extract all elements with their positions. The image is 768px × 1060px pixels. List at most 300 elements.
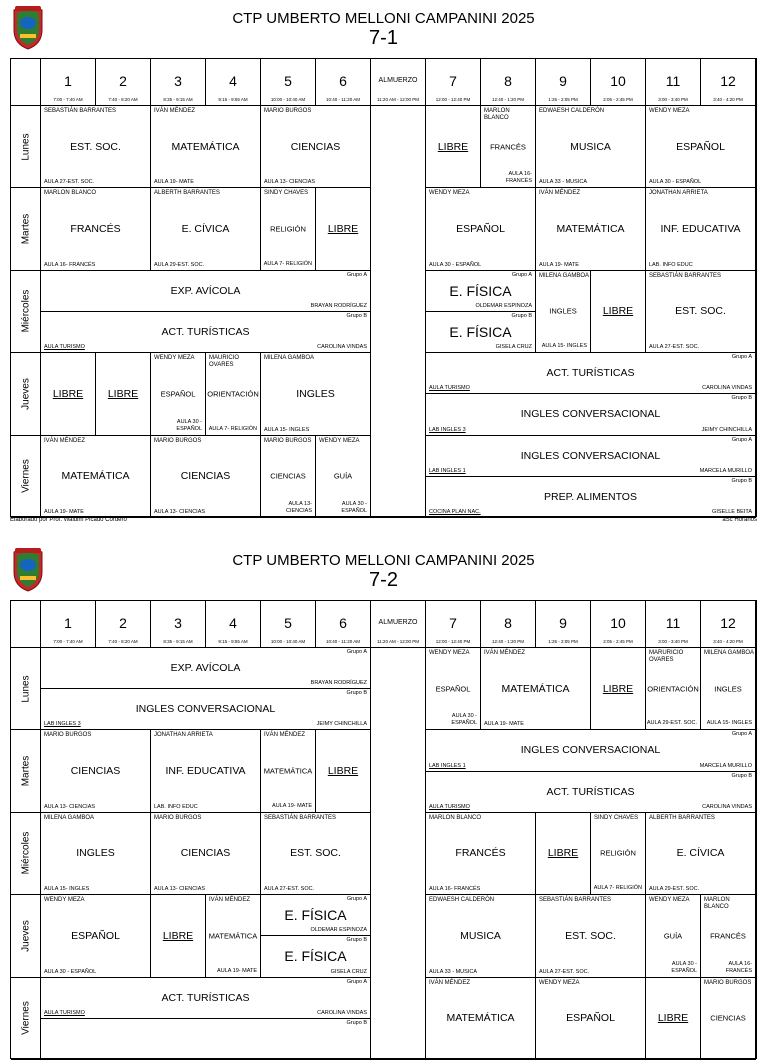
day-label-cell xyxy=(11,730,41,812)
room-label: AULA 19- MATE xyxy=(154,179,194,186)
subject-name: INGLES xyxy=(549,306,577,316)
subject-name: MATEMÁTICA xyxy=(556,223,625,236)
lesson-cell xyxy=(261,936,371,977)
teacher-name: MARURICIO OVARES xyxy=(649,650,684,663)
lesson-cell xyxy=(646,188,756,270)
subject-name: MATEMÁTICA xyxy=(263,766,313,776)
subject-name: LIBRE xyxy=(602,682,634,695)
subject-name: FRANCÉS xyxy=(70,223,121,236)
teacher-name: MARIO BURGOS xyxy=(44,732,92,739)
room-label: AULA 33 - MUSICA xyxy=(539,179,587,186)
period-time: 9:15 - 9:55 AM xyxy=(218,97,248,102)
lesson-cell xyxy=(426,271,536,312)
subject-name: ORIENTACIÓN xyxy=(207,389,259,399)
room-label: LAB. INFO EDUC xyxy=(649,261,693,268)
lesson-cell xyxy=(646,895,701,977)
room-label: LAB INGLES 1 xyxy=(429,762,466,769)
group-label: Grupo B xyxy=(731,477,752,484)
subject-name: INGLES CONVERSACIONAL xyxy=(135,703,276,716)
period-number: 1 xyxy=(64,615,72,631)
period-number: 12 xyxy=(720,73,736,89)
subject-name: RELIGIÓN xyxy=(270,224,306,234)
lesson-cell xyxy=(481,648,591,730)
timetable-grid xyxy=(10,58,757,517)
lesson-cell xyxy=(151,813,261,895)
teacher-name: IVÁN MÉNDEZ xyxy=(264,732,306,739)
day-label: Viernes xyxy=(20,1001,31,1036)
group-label: Grupo A xyxy=(346,271,367,278)
period-time: 10:40 - 11:20 AM xyxy=(326,97,360,102)
subject-name: E. CÍVICA xyxy=(676,847,725,860)
subject-name: E. FÍSICA xyxy=(284,948,347,965)
subject-name: EXP. AVÍCOLA xyxy=(170,284,241,297)
corner-cell xyxy=(11,601,41,648)
room-label: AULA 30 - ESPAÑOL xyxy=(341,500,367,514)
free-period-cell xyxy=(536,813,591,895)
teacher-name: MARLON BLANCO xyxy=(484,108,510,121)
lesson-cell xyxy=(151,353,206,435)
period-time: 1:25 - 2:05 PM xyxy=(548,639,578,644)
period-time: 3:00 - 3:40 PM xyxy=(658,97,688,102)
period-number: 9 xyxy=(559,615,567,631)
schedule-section xyxy=(10,4,757,523)
room-label: AULA 30 - ESPAÑOL xyxy=(451,713,477,727)
room-label: AULA 30 - ESPAÑOL xyxy=(176,418,202,432)
subject-name: LIBRE xyxy=(52,387,84,400)
room-label: AULA 27-EST. SOC. xyxy=(649,344,700,351)
teacher-name: WENDY MEZA xyxy=(429,650,470,656)
lesson-cell xyxy=(261,353,371,435)
room-label: AULA 19- MATE xyxy=(484,721,524,728)
group-label: Grupo B xyxy=(346,1019,367,1026)
room-label: AULA 19- MATE xyxy=(272,802,312,809)
teacher-name: JEIMY CHINCHILLA xyxy=(316,721,367,728)
period-time: 7:00 - 7:40 AM xyxy=(53,97,83,102)
room-label: AULA 29-EST. SOC. xyxy=(154,261,205,268)
lesson-cell xyxy=(261,188,316,270)
lesson-cell xyxy=(41,730,151,812)
subject-name: CIENCIAS xyxy=(180,470,231,483)
period-header xyxy=(426,59,481,106)
subject-name: GUÍA xyxy=(663,931,683,941)
teacher-name: BRAYAN RODRÍGUEZ xyxy=(310,680,367,687)
subject-name: GUÍA xyxy=(333,471,353,481)
group-label: Grupo B xyxy=(346,690,367,697)
lesson-cell xyxy=(41,895,151,977)
period-header xyxy=(591,59,646,106)
period-header xyxy=(96,601,151,648)
subject-name: CIENCIAS xyxy=(290,140,341,153)
corner-cell xyxy=(11,59,41,106)
lesson-cell xyxy=(536,978,646,1060)
lesson-cell xyxy=(426,813,536,895)
period-number: 2 xyxy=(119,615,127,631)
room-label: LAB. INFO EDUC xyxy=(154,803,198,810)
teacher-name: GISELA CRUZ xyxy=(495,344,532,351)
subject-name: ESPAÑOL xyxy=(566,1012,615,1025)
period-header xyxy=(481,59,536,106)
lesson-cell xyxy=(426,436,756,477)
subject-name: LIBRE xyxy=(107,387,139,400)
group-label: Grupo B xyxy=(346,313,367,319)
day-label-cell xyxy=(11,895,41,977)
day-label: Jueves xyxy=(20,378,31,410)
subject-name: INGLES xyxy=(296,387,335,400)
teacher-name: SEBASTIÁN BARRANTES xyxy=(44,108,117,114)
room-label: AULA 16- FRANCÉS xyxy=(429,886,481,893)
day-label-cell xyxy=(11,353,41,435)
period-time: 8:35 - 9:15 AM xyxy=(163,97,193,102)
subject-name: FRANCÉS xyxy=(455,847,506,860)
period-time: 12:40 - 1:20 PM xyxy=(491,639,525,644)
subject-name: FRANCÉS xyxy=(710,931,746,941)
teacher-name: EDWAESH CALDERÓN xyxy=(429,897,495,904)
room-label: AULA 19- MATE xyxy=(539,261,579,268)
room-label: AULA 30 - ESPAÑOL xyxy=(429,261,482,268)
period-time: 8:35 - 9:15 AM xyxy=(163,639,193,644)
lesson-cell xyxy=(151,436,261,518)
period-header xyxy=(646,59,701,106)
day-label: Viernes xyxy=(20,459,31,494)
day-label-cell xyxy=(11,978,41,1060)
period-number: 9 xyxy=(559,73,567,89)
lunch-column xyxy=(371,106,426,518)
group-label: Grupo B xyxy=(346,937,367,944)
teacher-name: IVÁN MÉNDEZ xyxy=(44,437,86,444)
room-label: AULA 13- CIENCIAS xyxy=(154,886,206,893)
teacher-name: MARCELA MURILLO xyxy=(699,467,752,474)
period-header xyxy=(701,59,756,106)
teacher-name: JONATHAN ARRIETA xyxy=(154,732,213,739)
subject-name: MATEMÁTICA xyxy=(208,931,258,941)
teacher-name: JEIMY CHINCHILLA xyxy=(701,426,752,433)
period-time: 10:40 - 11:20 AM xyxy=(326,639,360,644)
subject-name: ORIENTACIÓN xyxy=(647,684,699,694)
lesson-cell xyxy=(536,106,646,188)
subject-name: INGLES CONVERSACIONAL xyxy=(520,449,661,462)
subject-name: ACT. TURÍSTICAS xyxy=(161,991,250,1004)
free-period-cell xyxy=(41,353,96,435)
subject-name: CIENCIAS xyxy=(710,1013,746,1023)
room-label: AULA TURISMO xyxy=(44,1009,85,1016)
group-label: Grupo B xyxy=(731,772,752,779)
lesson-cell xyxy=(41,106,151,188)
subject-name: LIBRE xyxy=(547,847,579,860)
group-label: Grupo B xyxy=(731,395,752,402)
lesson-cell xyxy=(536,188,646,270)
subject-name: LIBRE xyxy=(162,929,194,942)
day-label: Jueves xyxy=(20,920,31,952)
teacher-name: MILENA GAMBOA xyxy=(704,650,755,656)
period-time: 3:00 - 3:40 PM xyxy=(658,639,688,644)
teacher-name: CAROLINA VINDAS xyxy=(317,344,367,351)
period-header xyxy=(96,59,151,106)
lesson-cell xyxy=(426,648,481,730)
room-label: AULA TURISMO xyxy=(44,344,85,351)
teacher-name: WENDY MEZA xyxy=(319,437,360,444)
room-label: AULA 30 - ESPAÑOL xyxy=(671,960,697,974)
group-title: 7-2 xyxy=(369,569,398,591)
timetable-grid xyxy=(10,600,757,1059)
subject-name: FRANCÉS xyxy=(490,142,526,152)
period-number: 8 xyxy=(504,73,512,89)
lesson-cell xyxy=(426,730,756,771)
room-label: AULA 29-EST. SOC. xyxy=(649,886,700,893)
group-title: 7-1 xyxy=(369,27,398,49)
subject-name: RELIGIÓN xyxy=(600,848,636,858)
schedule-section xyxy=(10,546,757,1059)
room-label: AULA 13- CIENCIAS xyxy=(44,803,96,810)
group-label: Grupo A xyxy=(731,731,752,738)
author-credit: Elaborado por Prof. Waldim Picado Cordero xyxy=(10,517,127,523)
subject-name: EST. SOC. xyxy=(565,929,616,942)
group-label: Grupo A xyxy=(731,436,752,443)
period-number: 5 xyxy=(284,615,292,631)
room-label: AULA 13- CIENCIAS xyxy=(154,508,206,515)
schedule-header xyxy=(10,546,757,600)
subject-name: E. FÍSICA xyxy=(449,324,512,341)
lesson-cell xyxy=(701,895,756,977)
teacher-name: IVÁN MÉNDEZ xyxy=(539,190,581,197)
subject-name: ACT. TURÍSTICAS xyxy=(161,326,250,339)
period-time: 2:05 - 2:45 PM xyxy=(603,97,633,102)
free-period-cell xyxy=(316,188,371,270)
day-label: Martes xyxy=(20,213,31,245)
teacher-name: CAROLINA VINDAS xyxy=(317,1009,367,1016)
teacher-name: MARIO BURGOS xyxy=(154,814,202,821)
lunch-header xyxy=(371,59,426,106)
room-label: AULA 19- MATE xyxy=(44,508,84,515)
teacher-name: ALBERTH BARRANTES xyxy=(154,190,220,197)
teacher-name: GISELA CRUZ xyxy=(330,968,367,975)
period-time: 12:40 - 1:20 PM xyxy=(491,97,525,102)
period-header xyxy=(206,59,261,106)
period-number: 10 xyxy=(610,73,626,89)
group-label: Grupo B xyxy=(511,313,532,319)
period-header xyxy=(261,601,316,648)
lunch-column xyxy=(371,648,426,1060)
period-header xyxy=(591,601,646,648)
period-number: 3 xyxy=(174,615,182,631)
lunch-label: ALMUERZO xyxy=(378,619,418,626)
footer xyxy=(10,517,757,525)
lesson-cell xyxy=(261,813,371,895)
subject-name: EXP. AVÍCOLA xyxy=(170,662,241,675)
lesson-cell xyxy=(41,271,371,312)
room-label: LAB INGLES 3 xyxy=(429,426,466,433)
day-label: Miércoles xyxy=(20,832,31,875)
lesson-cell xyxy=(426,978,536,1060)
period-header xyxy=(41,59,96,106)
subject-name: INGLES xyxy=(714,684,742,694)
lesson-cell xyxy=(536,271,591,353)
period-header xyxy=(316,59,371,106)
teacher-name: SEBASTIÁN BARRANTES xyxy=(264,814,337,821)
teacher-name: EDWAESH CALDERÓN xyxy=(539,108,605,114)
room-label: AULA TURISMO xyxy=(429,385,470,392)
subject-name: EST. SOC. xyxy=(70,140,121,153)
period-header xyxy=(206,601,261,648)
lesson-cell xyxy=(261,436,316,518)
teacher-name: MARLON BLANCO xyxy=(429,814,482,821)
subject-name: MUSICA xyxy=(570,140,611,153)
period-header xyxy=(481,601,536,648)
lesson-cell xyxy=(151,188,261,270)
room-label: AULA 30 - ESPAÑOL xyxy=(649,179,702,186)
subject-name: CIENCIAS xyxy=(270,471,306,481)
day-label-cell xyxy=(11,648,41,730)
subject-name: CIENCIAS xyxy=(70,765,121,778)
day-label-cell xyxy=(11,813,41,895)
period-number: 6 xyxy=(339,615,347,631)
lesson-cell xyxy=(426,312,536,353)
teacher-name: MARIO BURGOS xyxy=(704,979,752,986)
period-time: 2:05 - 2:45 PM xyxy=(603,639,633,644)
lunch-label: ALMUERZO xyxy=(378,77,418,84)
lesson-cell xyxy=(701,648,756,730)
subject-name: LIBRE xyxy=(437,140,469,153)
teacher-name: MARIO BURGOS xyxy=(264,108,312,114)
lesson-cell xyxy=(261,730,316,812)
period-header xyxy=(536,59,591,106)
lesson-cell xyxy=(646,271,756,353)
subject-name: INF. EDUCATIVA xyxy=(660,223,741,236)
room-label: LAB INGLES 1 xyxy=(429,467,466,474)
schedule-header xyxy=(10,4,757,58)
period-number: 10 xyxy=(610,615,626,631)
subject-name: MUSICA xyxy=(460,929,501,942)
period-time: 12:00 - 12:40 PM xyxy=(435,97,471,102)
lesson-cell xyxy=(41,689,371,730)
teacher-name: JONATHAN ARRIETA xyxy=(649,190,708,197)
teacher-name: MARLON BLANCO xyxy=(704,897,730,911)
school-title: CTP UMBERTO MELLONI CAMPANINI 2025 xyxy=(232,552,535,569)
subject-name: ESPAÑOL xyxy=(71,929,120,942)
period-header xyxy=(41,601,96,648)
day-label: Miércoles xyxy=(20,290,31,333)
lesson-cell xyxy=(41,312,371,353)
day-label-cell xyxy=(11,106,41,188)
subject-name: INGLES CONVERSACIONAL xyxy=(520,744,661,757)
group-label: Grupo A xyxy=(346,978,367,985)
period-header xyxy=(536,601,591,648)
period-number: 7 xyxy=(449,615,457,631)
period-time: 10:00 - 10:40 AM xyxy=(270,97,306,102)
room-label: AULA 15- INGLES xyxy=(541,343,587,350)
period-number: 11 xyxy=(665,615,681,631)
lunch-header xyxy=(371,601,426,648)
lesson-cell xyxy=(646,648,701,730)
period-time: 7:40 - 8:20 AM xyxy=(108,97,138,102)
teacher-name: MARIO BURGOS xyxy=(264,437,312,444)
day-label-cell xyxy=(11,188,41,270)
lesson-cell xyxy=(426,477,756,518)
lesson-cell xyxy=(701,978,756,1060)
subject-name: EST. SOC. xyxy=(290,847,341,860)
lesson-cell xyxy=(41,813,151,895)
room-label: LAB INGLES 3 xyxy=(44,721,81,728)
room-label: AULA 19- MATE xyxy=(217,967,257,974)
lesson-cell xyxy=(206,353,261,435)
subject-name: MATEMÁTICA xyxy=(501,682,570,695)
free-period-cell xyxy=(151,895,206,977)
day-label: Lunes xyxy=(20,675,31,703)
lesson-cell xyxy=(481,106,536,188)
period-time: 11:20 AM - 12:00 PM xyxy=(377,639,419,644)
subject-name: E. CÍVICA xyxy=(181,223,230,236)
lesson-cell xyxy=(261,106,371,188)
teacher-name: MARIO BURGOS xyxy=(154,437,202,444)
subject-name: INGLES CONVERSACIONAL xyxy=(520,408,661,421)
teacher-name: MILENA GAMBOA xyxy=(264,355,315,362)
lesson-cell xyxy=(646,813,756,895)
room-label: AULA 15- INGLES xyxy=(706,720,752,727)
subject-name: ESPAÑOL xyxy=(160,389,196,399)
teacher-name: OLDEMAR ESPINOZA xyxy=(310,927,367,934)
teacher-name: IVÁN MÉNDEZ xyxy=(429,979,471,986)
subject-name: ESPAÑOL xyxy=(676,140,725,153)
room-label: COCINA PLAN NAC. xyxy=(429,508,481,515)
period-time: 10:00 - 10:40 AM xyxy=(270,639,306,644)
free-period-cell xyxy=(646,978,701,1060)
free-period-cell xyxy=(591,648,646,730)
teacher-name: OLDEMAR ESPINOZA xyxy=(475,302,532,309)
room-label: AULA 15- INGLES xyxy=(44,886,90,893)
room-label: AULA 27-EST. SOC. xyxy=(539,968,590,975)
room-label: AULA 15- INGLES xyxy=(264,426,310,433)
day-label: Lunes xyxy=(20,133,31,161)
day-label-cell xyxy=(11,271,41,353)
lesson-cell xyxy=(426,353,756,394)
subject-name: INGLES xyxy=(76,847,115,860)
teacher-name: GISELLE BEITA xyxy=(712,508,752,515)
period-time: 12:00 - 12:40 PM xyxy=(435,639,471,644)
subject-name: E. FÍSICA xyxy=(284,907,347,924)
day-label-cell xyxy=(11,436,41,518)
period-header xyxy=(426,601,481,648)
teacher-name: WENDY MEZA xyxy=(649,897,690,904)
lesson-cell xyxy=(41,648,371,689)
period-time: 7:40 - 8:20 AM xyxy=(108,639,138,644)
teacher-name: IVÁN MÉNDEZ xyxy=(484,650,526,656)
lesson-cell xyxy=(206,895,261,977)
period-number: 2 xyxy=(119,73,127,89)
period-number: 8 xyxy=(504,615,512,631)
lesson-cell xyxy=(426,772,756,813)
room-label: AULA 13- CIENCIAS xyxy=(286,500,312,514)
subject-name: CIENCIAS xyxy=(180,847,231,860)
period-number: 5 xyxy=(284,73,292,89)
room-label: AULA 16- FRANCÉS xyxy=(44,261,96,268)
subject-name: ESPAÑOL xyxy=(456,223,505,236)
lesson-cell xyxy=(151,106,261,188)
teacher-name: IVÁN MÉNDEZ xyxy=(154,108,196,114)
teacher-name: IVÁN MÉNDEZ xyxy=(209,897,251,904)
lesson-cell xyxy=(591,813,646,895)
subject-name: MATEMÁTICA xyxy=(61,470,130,483)
free-period-cell xyxy=(316,730,371,812)
room-label: AULA 7- RELIGIÓN xyxy=(593,885,642,892)
period-header xyxy=(151,59,206,106)
subject-name: ACT. TURÍSTICAS xyxy=(546,367,635,380)
period-header xyxy=(646,601,701,648)
subject-name: ACT. TURÍSTICAS xyxy=(546,785,635,798)
period-time: 1:25 - 2:05 PM xyxy=(548,97,578,102)
teacher-name: CAROLINA VINDAS xyxy=(702,385,752,392)
teacher-name: WENDY MEZA xyxy=(429,190,470,197)
subject-name: PREP. ALIMENTOS xyxy=(544,490,637,503)
lesson-cell xyxy=(426,895,536,977)
